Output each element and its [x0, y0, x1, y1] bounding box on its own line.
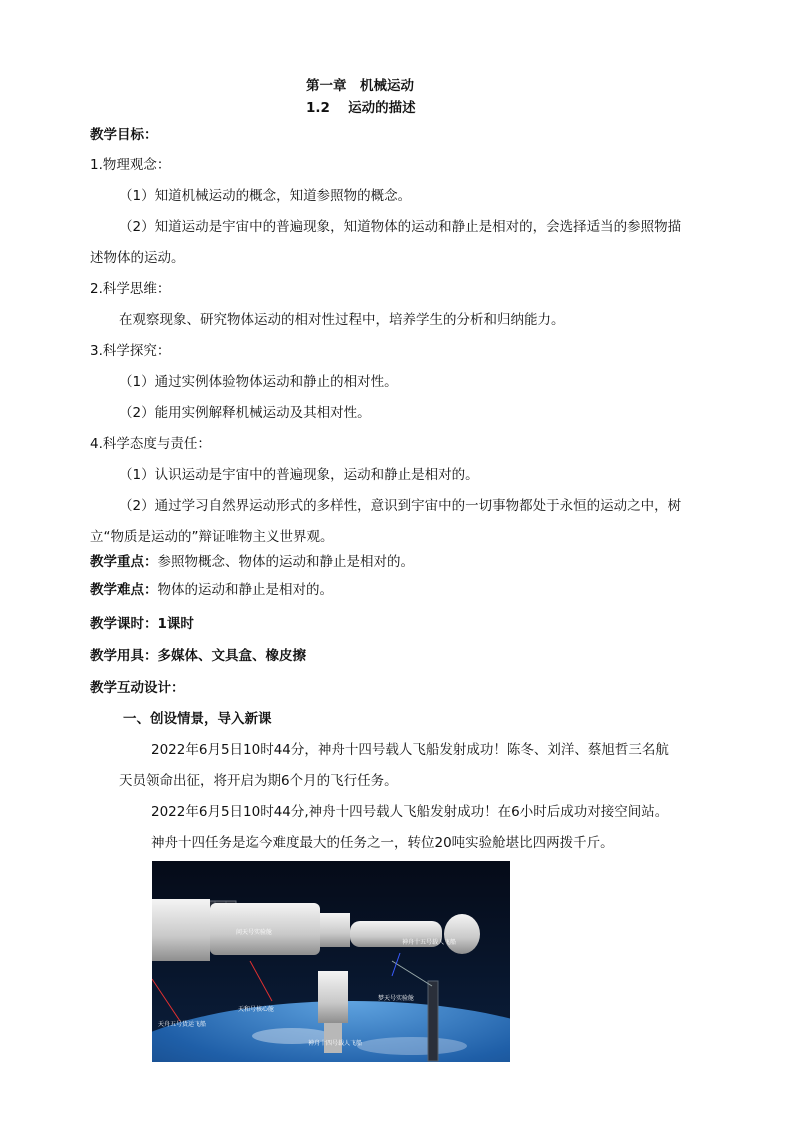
label-tianhe: 天和号核心舱	[238, 1006, 275, 1013]
key-point-text: 参照物概念、物体的运动和静止是相对的。	[157, 554, 414, 570]
teaching-hours: 教学课时：1课时	[90, 616, 194, 632]
key-point-label: 教学重点：	[90, 554, 158, 570]
objective-1-title: 1.物理观念：	[90, 157, 171, 173]
shenzhou14-spacecraft	[318, 971, 348, 1023]
solar-panel-right	[428, 981, 438, 1061]
teaching-tools: 教学用具：多媒体、文具盒、橡皮擦	[90, 648, 306, 664]
difficult-point-text: 物体的运动和静止是相对的。	[157, 582, 333, 598]
space-station-illustration	[152, 861, 510, 1062]
label-shenzhou15: 神舟十五号载人飞船	[402, 939, 457, 946]
node-module	[320, 913, 350, 947]
part-one-heading: 一、创设情景，导入新课	[123, 711, 272, 727]
objective-4-line-1: （1）认识运动是宇宙中的普遍现象，运动和静止是相对的。	[119, 467, 479, 483]
shenzhou14-base	[324, 1023, 342, 1053]
objective-3-line-1: （1）通过实例体验物体运动和静止的相对性。	[119, 374, 398, 390]
label-tianzhou5: 天舟五号货运飞船	[158, 1021, 207, 1028]
chapter-title: 第一章 机械运动	[306, 78, 414, 94]
objective-4-line-2: （2）通过学习自然界运动形式的多样性，意识到宇宙中的一切事物都处于永恒的运动之中，树	[119, 498, 682, 514]
shenzhou15-nose	[444, 914, 480, 954]
key-point	[90, 553, 414, 571]
objective-4-title: 4.科学态度与责任：	[90, 436, 211, 452]
intro-paragraph-1-line-2: 天员领命出征，将开启为期6个月的飞行任务。	[119, 773, 398, 789]
objective-2-title: 2.科学思维：	[90, 281, 171, 297]
label-wentian: 问天号实验舱	[236, 929, 273, 936]
intro-paragraph-2-line-2: 神舟十四任务是迄今难度最大的任务之一，转位20吨实验舱堪比四两拨千斤。	[151, 835, 614, 851]
design-heading: 教学互动设计：	[90, 680, 185, 696]
intro-paragraph-2-line-1: 2022年6月5日10时44分,神舟十四号载人飞船发射成功！在6小时后成功对接空间站。	[151, 804, 669, 820]
cloud	[357, 1037, 467, 1055]
wentian-module-body	[152, 899, 210, 961]
objective-1-line-2: （2）知道运动是宇宙中的普遍现象，知道物体的运动和静止是相对的，会选择适当的参照物描	[119, 219, 682, 235]
objective-3-line-2: （2）能用实例解释机械运动及其相对性。	[119, 405, 371, 421]
objective-2-line-1: 在观察现象、研究物体运动的相对性过程中，培养学生的分析和归纳能力。	[119, 312, 565, 328]
objective-3-title: 3.科学探究：	[90, 343, 171, 359]
difficult-point-label: 教学难点：	[90, 582, 158, 598]
label-mengtian: 梦天号实验舱	[378, 995, 415, 1002]
label-shenzhou14: 神舟十四号载人飞船	[308, 1040, 363, 1047]
objective-1-line-3: 述物体的运动。	[90, 250, 185, 266]
intro-paragraph-1-line-1: 2022年6月5日10时44分，神舟十四号载人飞船发射成功！陈冬、刘洋、蔡旭哲三名航	[151, 742, 669, 758]
objectives-heading: 教学目标：	[90, 127, 158, 143]
objective-4-line-3: 立“物质是运动的”辩证唯物主义世界观。	[90, 529, 334, 545]
objective-1-line-1: （1）知道机械运动的概念，知道参照物的概念。	[119, 188, 412, 204]
difficult-point	[90, 581, 333, 599]
space-station-photo	[152, 861, 510, 1062]
section-title: 1.2 运动的描述	[306, 100, 416, 116]
